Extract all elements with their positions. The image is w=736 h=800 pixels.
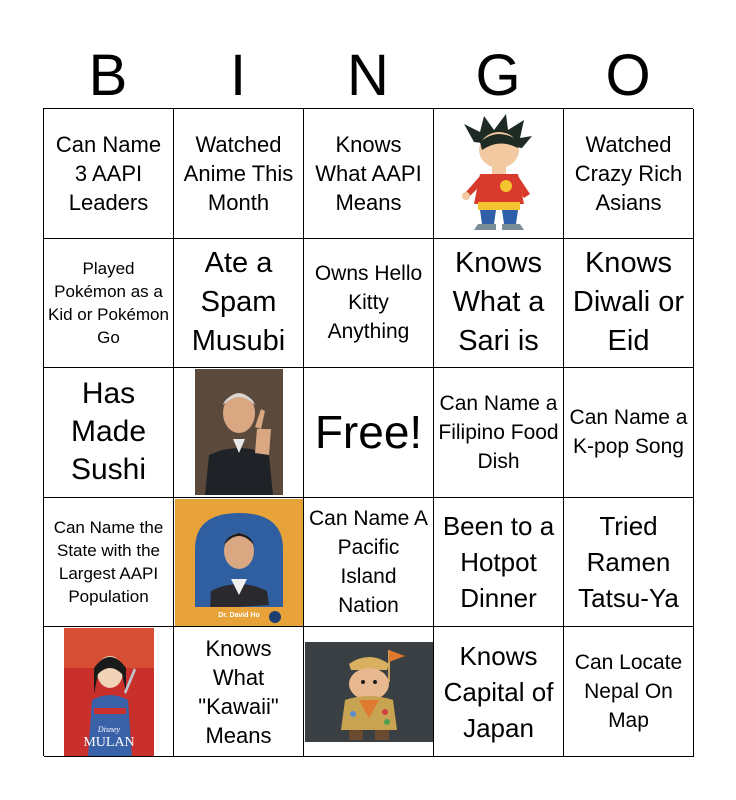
bingo-grid [43, 108, 693, 756]
scout-boy-image [305, 642, 433, 742]
header-letter-o: O [605, 43, 651, 108]
cell-text: Played Pokémon as a Kid or Pokémon Go [48, 258, 169, 347]
bingo-cell[interactable] [434, 368, 564, 498]
cell-text: Knows Capital of Japan [443, 640, 554, 743]
cell-text: Can Locate Nepal On Map [574, 651, 683, 733]
cell-text: Knows What a Sari is [452, 247, 545, 358]
bingo-cell[interactable] [434, 109, 564, 239]
cell-text: Ate a Spam Musubi [191, 247, 286, 358]
cell-text: Owns Hello Kitty Anything [314, 262, 423, 344]
portrait-poster-image [175, 499, 303, 626]
bingo-cell[interactable] [304, 627, 434, 757]
cell-text: Watched Crazy Rich Asians [574, 131, 683, 215]
bingo-cell[interactable] [564, 627, 694, 757]
cell-text: Knows What AAPI Means [315, 131, 422, 215]
cell-text: Tried Ramen Tatsu-Ya [578, 511, 679, 614]
bingo-cell[interactable] [564, 239, 694, 369]
cell-text: Can Name A Pacific Island Nation [308, 507, 429, 618]
bingo-cell[interactable] [174, 109, 304, 239]
bingo-cell[interactable] [44, 109, 174, 239]
cartoon-boy-image [444, 112, 554, 234]
header-letter-n: N [347, 43, 389, 108]
cell-text: Can Name a Filipino Food Dish [438, 391, 559, 473]
portrait-photo-image [195, 369, 283, 495]
header-letter-i: I [229, 43, 247, 108]
bingo-cell[interactable] [564, 368, 694, 498]
cell-text: Can Name 3 AAPI Leaders [55, 131, 162, 215]
bingo-cell[interactable] [304, 498, 434, 628]
bingo-cell[interactable] [434, 498, 564, 628]
bingo-cell[interactable] [304, 239, 434, 369]
header-letter-g: G [475, 43, 521, 108]
cell-text: Can Name a K-pop Song [569, 406, 688, 459]
free-space-text: Free! [314, 406, 423, 459]
poster-title-text: MULAN [82, 734, 135, 750]
header-letter-b: B [88, 43, 128, 108]
cell-text: Has Made Sushi [70, 377, 147, 487]
bingo-cell[interactable] [174, 368, 304, 498]
bingo-cell[interactable] [44, 498, 174, 628]
bingo-header [43, 44, 693, 108]
bingo-cell[interactable] [174, 627, 304, 757]
poster-brand-text: Disney [97, 724, 120, 734]
bingo-cell[interactable] [174, 239, 304, 369]
bingo-cell[interactable] [564, 498, 694, 628]
bingo-cell[interactable] [44, 627, 174, 757]
bingo-cell[interactable] [434, 239, 564, 369]
cell-text: Can Name the State with the Largest AAPI Population [53, 518, 164, 607]
cell-text: Knows What "Kawaii" Means [198, 635, 279, 748]
portrait-caption: Dr. David Ho [217, 611, 260, 619]
cell-text: Watched Anime This Month [183, 131, 294, 215]
bingo-cell[interactable] [44, 239, 174, 369]
cell-text: Knows Diwali or Eid [572, 247, 685, 358]
bingo-cell[interactable] [304, 109, 434, 239]
bingo-cell[interactable] [174, 498, 304, 628]
bingo-cell[interactable] [304, 368, 434, 498]
movie-poster-image [64, 628, 154, 756]
bingo-cell[interactable] [564, 109, 694, 239]
bingo-cell[interactable] [434, 627, 564, 757]
cell-text: Been to a Hotpot Dinner [442, 511, 555, 614]
bingo-cell[interactable] [44, 368, 174, 498]
